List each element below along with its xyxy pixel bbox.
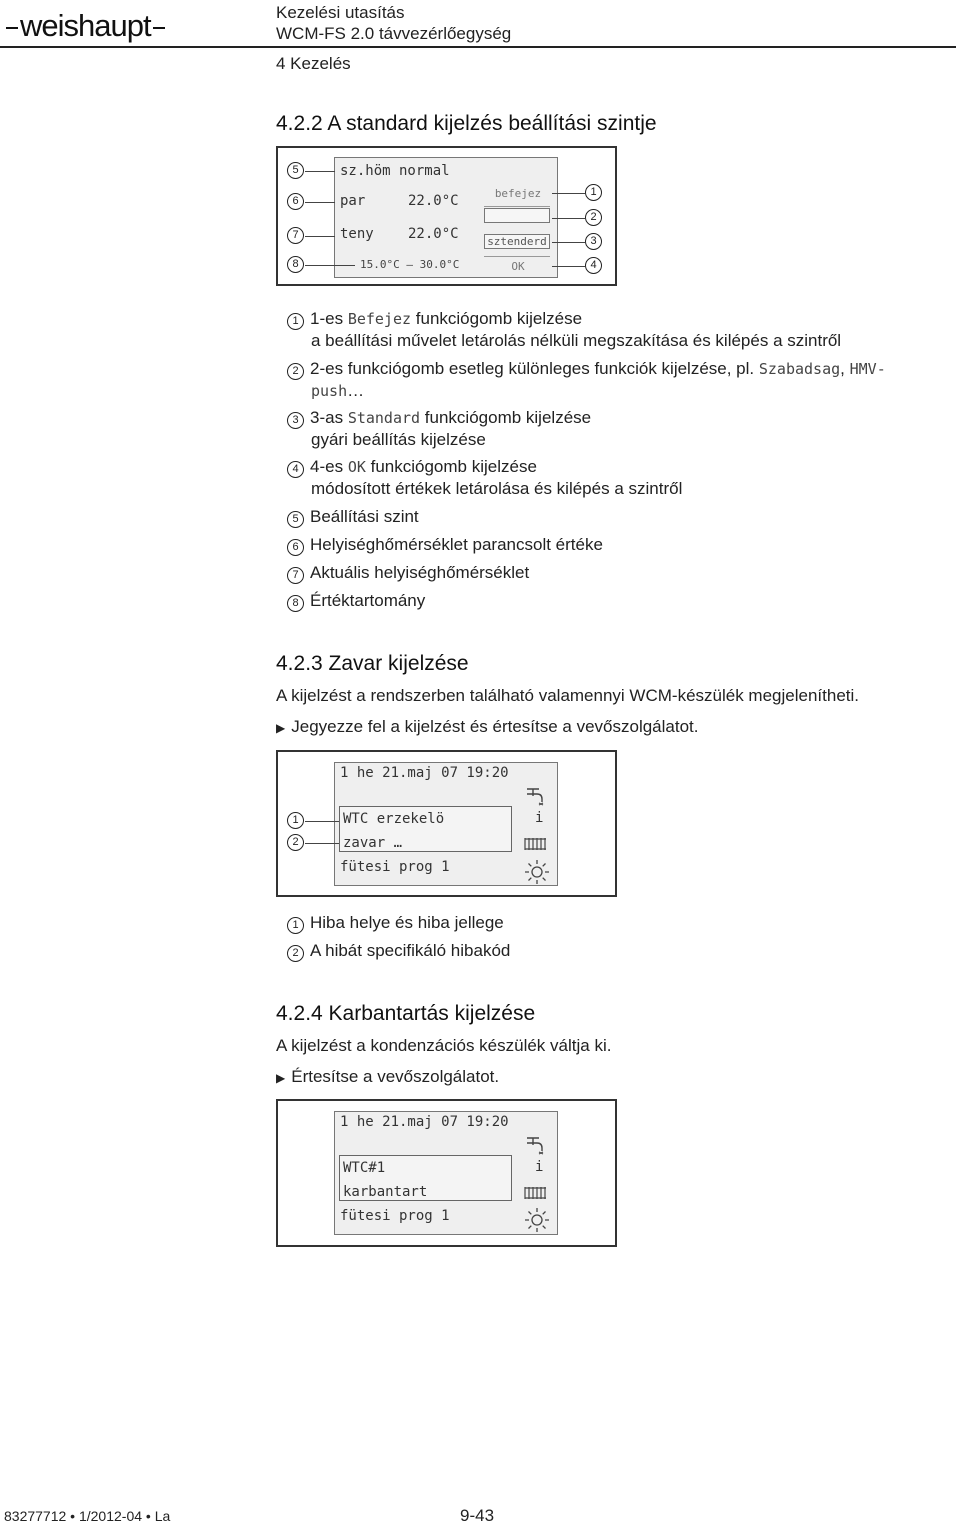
maintenance-program: fütesi prog 1 xyxy=(340,1208,450,1224)
footer-page-number: 9-43 xyxy=(460,1506,495,1525)
leader-8 xyxy=(305,265,355,266)
doc-title-line2: WCM-FS 2.0 távvezérlőegység xyxy=(276,24,512,43)
instruction-arrow-icon: ▶ xyxy=(276,1071,286,1085)
legend-item-3 xyxy=(287,407,591,451)
legend-6-text: Helyiséghőmérséklet parancsolt értéke xyxy=(310,535,603,554)
legend-3-code: Standard xyxy=(347,409,421,427)
dhw-tap-icon xyxy=(524,786,548,806)
logo-dash-left xyxy=(6,27,18,29)
leader-7 xyxy=(305,236,335,237)
section-423-instruction xyxy=(276,717,699,737)
fault-callout-1: 1 xyxy=(287,812,304,829)
legend-2-separator: , xyxy=(840,359,845,378)
section-424-instruction xyxy=(276,1067,499,1087)
footer-document-number: 83277712 • 1/2012-04 • La xyxy=(4,1508,171,1524)
lcd-softkey-4-label: OK xyxy=(511,260,525,273)
legend-2-ellipsis: … xyxy=(347,381,365,400)
section-423-intro: A kijelzést a rendszerben található valamennyi WCM-készülék megjelenítheti. xyxy=(276,686,859,705)
info-icon: i xyxy=(535,810,544,826)
chapter-heading: 4 Kezelés xyxy=(276,54,351,73)
leader-3 xyxy=(552,242,585,243)
callout-8: 8 xyxy=(287,256,304,273)
maintenance-device: WTC#1 xyxy=(343,1160,386,1176)
fault-callout-2: 2 xyxy=(287,834,304,851)
leader-5 xyxy=(305,171,335,172)
fault-legend-1 xyxy=(287,912,504,934)
legend-item-8 xyxy=(287,590,425,612)
section-424-instruction-text: Értesítse a vevőszolgálatot. xyxy=(291,1067,500,1086)
legend-2-code-1: Szabadsag xyxy=(758,360,841,378)
legend-4-description: módosított értékek letárolása és kilépés a szintről xyxy=(311,479,683,498)
legend-2-code-3: push xyxy=(311,382,348,400)
legend-3-description: gyári beállítás kijelzése xyxy=(311,430,486,449)
softkey-separator-2 xyxy=(484,256,550,257)
legend-item-5 xyxy=(287,506,419,528)
lcd-setpoint-value: 22.0°C xyxy=(408,193,459,209)
lcd-actual-value: 22.0°C xyxy=(408,226,459,242)
sun-icon xyxy=(524,859,550,885)
lcd-softkey-3-label: sztenderd xyxy=(487,235,547,248)
leader-2 xyxy=(552,218,585,219)
radiator-icon xyxy=(524,836,550,852)
legend-2-text: 2-es funkciógomb esetleg különleges funkciók kijelzése, pl. xyxy=(310,359,755,378)
fault-legend-callout-2: 2 xyxy=(287,945,304,962)
legend-callout-1: 1 xyxy=(287,313,304,330)
leader-1 xyxy=(552,193,585,194)
fault-code: zavar … xyxy=(343,835,403,851)
legend-callout-2: 2 xyxy=(287,363,304,380)
legend-callout-7: 7 xyxy=(287,567,304,584)
lcd-level-name: sz.höm normal xyxy=(340,163,450,179)
legend-4-prefix: 4-es xyxy=(310,457,344,476)
legend-8-text: Értéktartomány xyxy=(310,591,426,610)
legend-item-1 xyxy=(287,308,841,352)
softkey-separator-1 xyxy=(484,206,550,207)
legend-callout-8: 8 xyxy=(287,595,304,612)
legend-callout-3: 3 xyxy=(287,412,304,429)
callout-6: 6 xyxy=(287,193,304,210)
legend-1-code: Befejez xyxy=(347,310,412,328)
section-424-intro: A kijelzést a kondenzációs készülék váltja ki. xyxy=(276,1036,612,1055)
callout-5: 5 xyxy=(287,162,304,179)
lcd-softkey-2-box xyxy=(484,208,550,223)
sun-icon xyxy=(524,1207,550,1233)
section-423-instruction-text: Jegyezze fel a kijelzést és értesítse a vevőszolgálatot. xyxy=(291,717,699,736)
leader-4 xyxy=(552,266,585,267)
legend-5-text: Beállítási szint xyxy=(310,507,419,526)
document-title xyxy=(276,2,511,44)
fault-leader-1 xyxy=(305,821,339,822)
lcd-softkey-3-box xyxy=(484,234,550,249)
section-423-title: 4.2.3 Zavar kijelzése xyxy=(276,652,469,675)
callout-4: 4 xyxy=(585,257,602,274)
lcd-setpoint-label: par xyxy=(340,193,366,209)
callout-1: 1 xyxy=(585,184,602,201)
brand-logo xyxy=(4,8,167,44)
legend-1-suffix: funkciógomb kijelzése xyxy=(415,309,583,328)
legend-3-prefix: 3-as xyxy=(310,408,344,427)
legend-callout-4: 4 xyxy=(287,461,304,478)
legend-item-7 xyxy=(287,562,529,584)
legend-4-suffix: funkciógomb kijelzése xyxy=(370,457,537,476)
legend-item-6 xyxy=(287,534,603,556)
maintenance-lcd-status-line: 1 he 21.maj 07 19:20 xyxy=(340,1114,509,1130)
callout-2: 2 xyxy=(585,209,602,226)
legend-callout-6: 6 xyxy=(287,539,304,556)
fault-legend-2 xyxy=(287,940,510,962)
brand-name: weishaupt xyxy=(20,8,151,43)
callout-3: 3 xyxy=(585,233,602,250)
legend-item-4 xyxy=(287,456,682,500)
radiator-icon xyxy=(524,1185,550,1201)
section-424-title: 4.2.4 Karbantartás kijelzése xyxy=(276,1002,536,1025)
callout-7: 7 xyxy=(287,227,304,244)
legend-1-description: a beállítási művelet letárolás nélküli megszakítása és kilépés a szintről xyxy=(311,331,842,350)
fault-lcd-status-line: 1 he 21.maj 07 19:20 xyxy=(340,765,509,781)
legend-3-suffix: funkciógomb kijelzése xyxy=(424,408,592,427)
maintenance-message: karbantart xyxy=(343,1184,428,1200)
logo-dash-right xyxy=(153,27,165,29)
fault-legend-1-text: Hiba helye és hiba jellege xyxy=(310,913,504,932)
lcd-actual-label: teny xyxy=(340,226,374,242)
fault-legend-callout-1: 1 xyxy=(287,917,304,934)
fault-location: WTC erzekelö xyxy=(343,811,445,827)
leader-6 xyxy=(305,202,335,203)
legend-2-code-2: HMV- xyxy=(849,360,886,378)
legend-1-prefix: 1-es xyxy=(310,309,344,328)
legend-item-2 xyxy=(287,358,886,402)
fault-leader-2 xyxy=(305,843,339,844)
legend-4-code: OK xyxy=(347,458,366,476)
legend-callout-5: 5 xyxy=(287,511,304,528)
doc-title-line1: Kezelési utasítás xyxy=(276,3,405,22)
fault-legend-2-text: A hibát specifikáló hibakód xyxy=(310,941,511,960)
legend-7-text: Aktuális helyiséghőmérséklet xyxy=(310,563,530,582)
instruction-arrow-icon: ▶ xyxy=(276,721,286,735)
dhw-tap-icon xyxy=(524,1135,548,1155)
info-icon: i xyxy=(535,1159,544,1175)
lcd-range: 15.0°C – 30.0°C xyxy=(360,258,460,271)
lcd-softkey-1-label: befejez xyxy=(494,187,542,200)
fault-program: fütesi prog 1 xyxy=(340,859,450,875)
header-rule xyxy=(0,46,956,48)
section-422-title: 4.2.2 A standard kijelzés beállítási szintje xyxy=(276,112,657,135)
